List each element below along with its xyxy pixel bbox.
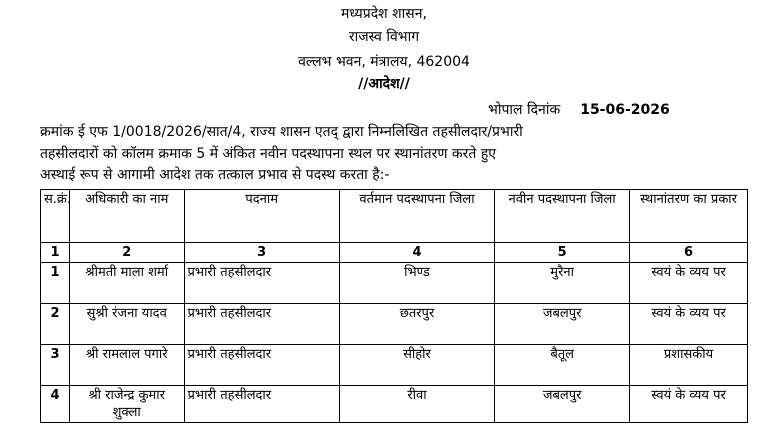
transfer-type: प्रशासकीय [630, 345, 748, 386]
column-number: 1 [41, 243, 70, 263]
designation: प्रभारी तहसीलदार [184, 304, 339, 345]
current-district: छतरपुर [339, 304, 494, 345]
table-row [41, 263, 748, 304]
table-header-row [41, 190, 748, 243]
designation: प्रभारी तहसीलदार [184, 345, 339, 386]
order-text-line-3: अस्थाई रूप से आगामी आदेश तक तत्काल प्रभाव से पदस्थ करता है:- [40, 167, 390, 183]
transfer-table [40, 189, 748, 423]
order-date-value: 15-06-2026 [580, 102, 670, 118]
officer-name: श्री रामलाल पगारे [69, 345, 184, 386]
new-district: जबलपुर [495, 304, 630, 345]
order-date-label: भोपाल दिनांक [488, 102, 561, 118]
order-heading: //आदेश// [358, 76, 410, 92]
column-number: 3 [184, 243, 339, 263]
current-district: सीहोर [339, 345, 494, 386]
new-district: बैतूल [495, 345, 630, 386]
column-number: 5 [495, 243, 630, 263]
transfer-type: स्वयं के व्यय पर [630, 304, 748, 345]
column-number: 2 [69, 243, 184, 263]
table-row [41, 386, 748, 423]
serial-number: 4 [41, 386, 70, 423]
column-number: 6 [630, 243, 748, 263]
serial-number: 3 [41, 345, 70, 386]
govt-name: मध्यप्रदेश शासन, [341, 6, 427, 22]
column-header: अधिकारी का नाम [69, 190, 184, 243]
table-row [41, 345, 748, 386]
table-row [41, 304, 748, 345]
new-district: जबलपुर [495, 386, 630, 423]
transfer-type: स्वयं के व्यय पर [630, 386, 748, 423]
column-header: स.क्रं. [41, 190, 70, 243]
officer-name: सुश्री रंजना यादव [69, 304, 184, 345]
order-text-line-1: क्रमांक ई एफ 1/0018/2026/सात/4, राज्य शासन एतद् द्वारा निम्नलिखित तहसीलदार/प्रभारी [40, 124, 523, 140]
designation: प्रभारी तहसीलदार [184, 386, 339, 423]
current-district: भिण्ड [339, 263, 494, 304]
column-header: स्थानांतरण का प्रकार [630, 190, 748, 243]
designation: प्रभारी तहसीलदार [184, 263, 339, 304]
officer-name: श्री राजेन्द्र कुमार शुक्ला [69, 386, 184, 423]
column-header: पदनाम [184, 190, 339, 243]
order-date [488, 100, 670, 119]
office-address: वल्लभ भवन, मंत्रालय, 462004 [298, 54, 470, 70]
new-district: मुरैना [495, 263, 630, 304]
order-text-line-2: तहसीलदारों को कॉलम क्रमाक 5 में अंकित नवीन पदस्थापना स्थल पर स्थानांतरण करते हुए [40, 146, 497, 162]
column-number: 4 [339, 243, 494, 263]
serial-number: 1 [41, 263, 70, 304]
column-header: नवीन पदस्थापना जिला [495, 190, 630, 243]
department-name: राजस्व विभाग [348, 29, 420, 45]
officer-name: श्रीमती माला शर्मा [69, 263, 184, 304]
column-header: वर्तमान पदस्थापना जिला [339, 190, 494, 243]
current-district: रीवा [339, 386, 494, 423]
serial-number: 2 [41, 304, 70, 345]
column-number-row [41, 243, 748, 263]
transfer-type: स्वयं के व्यय पर [630, 263, 748, 304]
